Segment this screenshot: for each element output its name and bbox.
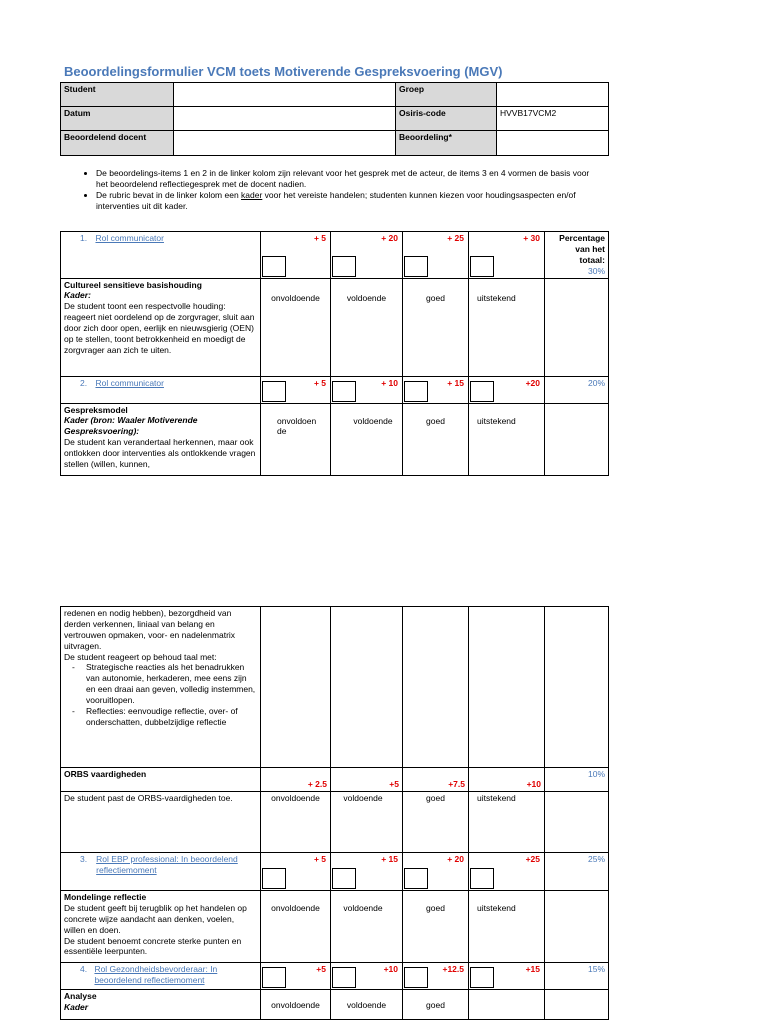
student-label: Student — [61, 83, 174, 107]
gespreksmodel-criterion: Gespreksmodel Kader (bron: Waaler Motiverende Gespreksvoering): De student kan verandertaal herkennen, maar ook ontlokken door interventies als ontlokkende vragen stellen (willen, kunnen, — [61, 403, 261, 475]
rubric-row-3-title: 3. Rol EBP professional: In beoordelend reflectiemoment — [61, 853, 261, 891]
rubric-row-4-title: 4. Rol Gezondheidsbevorderaar: In beoordelend reflectiemoment — [61, 963, 261, 990]
score-cell[interactable]: +15 — [469, 963, 545, 990]
level-goed: goed — [403, 792, 469, 853]
score-checkbox[interactable] — [470, 868, 494, 889]
score-cell[interactable]: + 15 — [403, 376, 469, 403]
score-checkbox[interactable] — [332, 256, 356, 277]
level-uitstekend: uitstekend — [469, 792, 545, 853]
score-checkbox[interactable] — [470, 256, 494, 277]
score-value: +5 — [331, 768, 403, 792]
score-value: +7.5 — [403, 768, 469, 792]
student-field[interactable] — [174, 83, 396, 107]
level-goed: goed — [403, 278, 469, 376]
level-onvoldoende: onvoldoen de — [261, 403, 331, 475]
score-checkbox[interactable] — [262, 381, 286, 402]
score-cell[interactable]: + 30 — [469, 232, 545, 279]
rubric-table-page1 — [60, 231, 609, 476]
rubric-row-2-title: 2. Rol communicator — [61, 376, 261, 403]
instruction-item: • De beoordelings-items 1 en 2 in de linker kolom zijn relevant voor het gesprek met de acteur, de items 3 en 4 vormen de basis voor het beoordelend reflectiegesprek met de docent nadien. — [96, 168, 596, 190]
score-cell[interactable]: + 5 — [261, 376, 331, 403]
level-goed: goed — [403, 403, 469, 475]
dash-item: - Reflecties: eenvoudige reflectie, over- of onderschatten, dubbelzijdige reflectie — [86, 706, 257, 728]
docent-label: Beoordelend docent — [61, 131, 174, 156]
score-cell[interactable]: + 15 — [331, 853, 403, 891]
orbs-criterion: De student past de ORBS-vaardigheden toe. — [61, 792, 261, 853]
score-checkbox[interactable] — [262, 967, 286, 988]
score-cell[interactable]: + 20 — [331, 232, 403, 279]
percentage-value: 10% — [545, 768, 609, 792]
level-goed: goed — [403, 990, 469, 1020]
beoordeling-field[interactable] — [497, 131, 609, 156]
level-uitstekend: uitstekend — [469, 278, 545, 376]
level-uitstekend: uitstekend — [469, 403, 545, 475]
rubric-row-1-title: 1. Rol communicator — [61, 232, 261, 279]
dash-item: - Strategische reacties als het benadrukken van autonomie, herkaderen, mee eens zijn en een draai aan geven, volledig instemmen, vooruitlopen. — [86, 662, 257, 706]
level-voldoende: voldoende — [331, 891, 403, 963]
score-cell[interactable]: + 10 — [331, 376, 403, 403]
score-value: +10 — [469, 768, 545, 792]
osiris-label: Osiris-code — [396, 107, 497, 131]
groep-label: Groep — [396, 83, 497, 107]
score-checkbox[interactable] — [404, 967, 428, 988]
docent-field[interactable] — [174, 131, 396, 156]
score-cell[interactable]: +5 — [261, 963, 331, 990]
score-cell[interactable]: +20 — [469, 376, 545, 403]
rubric-table-page2 — [60, 606, 609, 1020]
osiris-value[interactable]: HVVB17VCM2 — [497, 107, 609, 131]
analyse-criterion: Analyse Kader — [61, 990, 261, 1020]
orbs-title: ORBS vaardigheden — [61, 768, 261, 792]
instructions-list — [80, 168, 596, 212]
percentage-header: Percentage van het totaal: 30% — [545, 232, 609, 279]
percentage-value: 25% — [545, 853, 609, 891]
score-checkbox[interactable] — [470, 381, 494, 402]
score-checkbox[interactable] — [404, 381, 428, 402]
score-checkbox[interactable] — [262, 868, 286, 889]
score-cell[interactable]: +10 — [331, 963, 403, 990]
mondelinge-reflectie-criterion: Mondelinge reflectie De student geeft bij terugblik op het handelen op concrete wijze aandacht aan denken, voelen, willen en doen. De student benoemt concrete sterke punten en essentiële leerpunten. — [61, 891, 261, 963]
instruction-item: • De rubric bevat in de linker kolom een kader voor het vereiste handelen; studenten kunnen kiezen voor houdingsaspecten en/of interventies uit dit kader. — [96, 190, 596, 212]
kader-link[interactable]: kader — [241, 189, 263, 200]
level-uitstekend: uitstekend — [469, 891, 545, 963]
level-onvoldoende: onvoldoende — [261, 891, 331, 963]
score-value: + 2.5 — [261, 768, 331, 792]
score-cell[interactable]: + 25 — [403, 232, 469, 279]
percentage-value: 15% — [545, 963, 609, 990]
level-voldoende: voldoende — [331, 792, 403, 853]
score-checkbox[interactable] — [332, 868, 356, 889]
percentage-value: 20% — [545, 376, 609, 403]
groep-field[interactable] — [497, 83, 609, 107]
student-info-table — [60, 82, 609, 156]
score-cell[interactable]: +25 — [469, 853, 545, 891]
score-cell[interactable]: + 20 — [403, 853, 469, 891]
level-voldoende: voldoende — [331, 278, 403, 376]
score-cell[interactable]: + 5 — [261, 232, 331, 279]
score-checkbox[interactable] — [470, 967, 494, 988]
score-checkbox[interactable] — [404, 868, 428, 889]
page-title: Beoordelingsformulier VCM toets Motiverende Gespreksvoering (MGV) — [64, 64, 503, 79]
score-checkbox[interactable] — [404, 256, 428, 277]
level-onvoldoende: onvoldoende — [261, 990, 331, 1020]
score-cell[interactable]: +12.5 — [403, 963, 469, 990]
datum-label: Datum — [61, 107, 174, 131]
score-checkbox[interactable] — [332, 967, 356, 988]
level-goed: goed — [403, 891, 469, 963]
cultural-criterion: Cultureel sensitieve basishouding Kader: De student toont een respectvolle houding: reageert niet oordelend op de zorgvrager, sluit aan door zich door open, eerlijk en nieuwsgierig (OEN) op te stellen, toont betrokkenheid en moedigt de zorgvrager aan zich te uiten. — [61, 278, 261, 376]
score-checkbox[interactable] — [332, 381, 356, 402]
gespreksmodel-continued: redenen en nodig hebben), bezorgdheid van derden verkennen, liniaal van belang en vertrouwen opmaken, voor- en nadelenmatrix uitvragen. De student reageert op behoud taal met: - Strategische reacties als het benadrukken van autonomie, herkaderen, mee eens zijn en een draai aan geven, volledig instemmen, vooruitlopen. - Reflecties: eenvoudige reflectie, over- of onderschatten, dubbelzijdige reflectie — [61, 607, 261, 768]
score-cell[interactable]: + 5 — [261, 853, 331, 891]
level-onvoldoende: onvoldoende — [261, 278, 331, 376]
level-onvoldoende: onvoldoende — [261, 792, 331, 853]
datum-field[interactable] — [174, 107, 396, 131]
beoordeling-label: Beoordeling* — [396, 131, 497, 156]
level-voldoende: voldoende — [331, 990, 403, 1020]
score-checkbox[interactable] — [262, 256, 286, 277]
level-voldoende: voldoende — [331, 403, 403, 475]
